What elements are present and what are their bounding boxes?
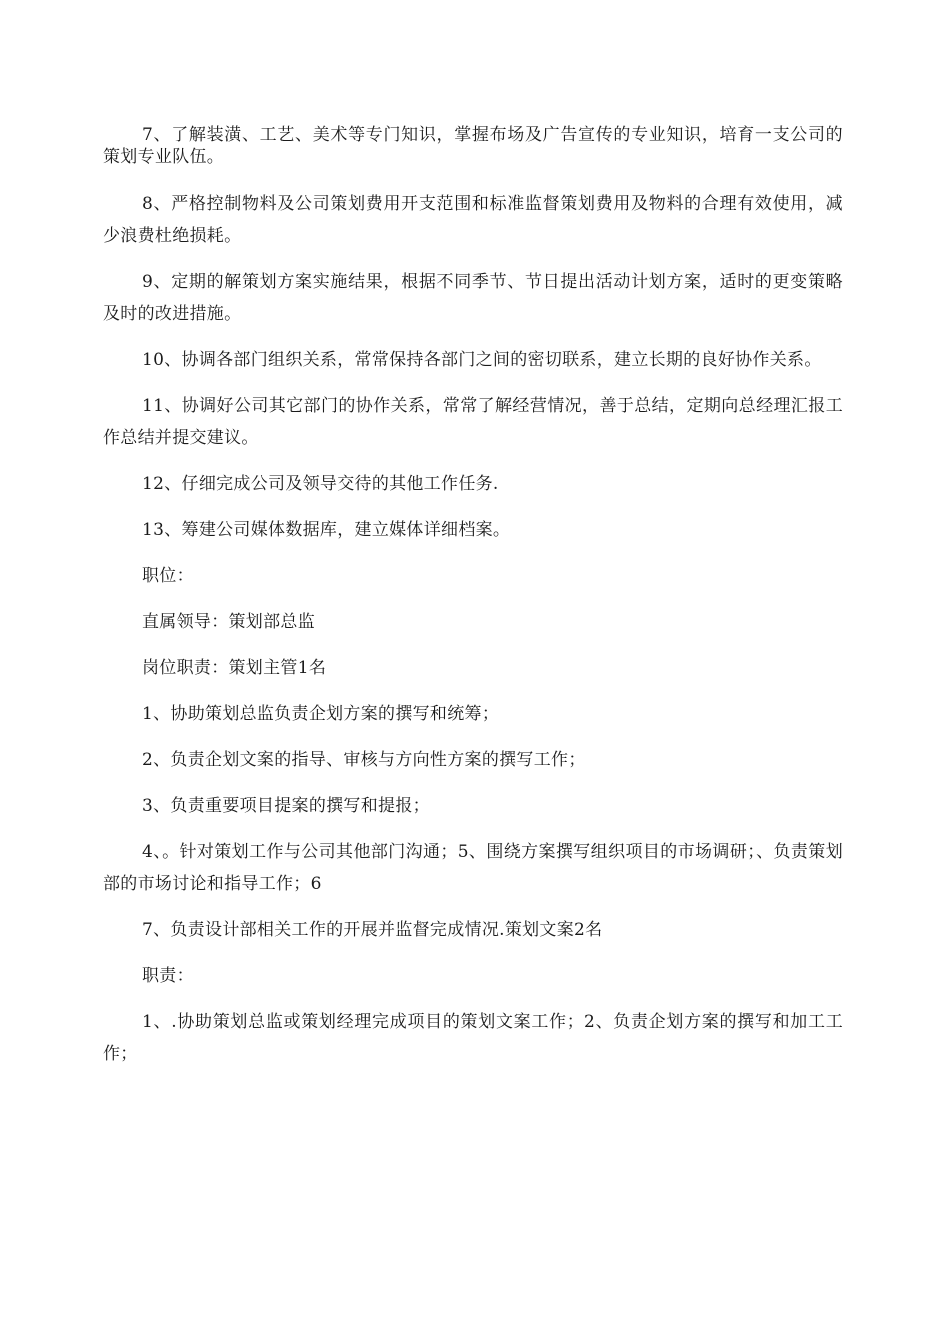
duty-item-7: 7、负责设计部相关工作的开展并监督完成情况.策划文案2名 — [142, 920, 603, 940]
duty-item-3: 3、负责重要项目提案的撰写和提报； — [142, 796, 430, 816]
direct-leader: 直属领导：策划部总监 — [142, 612, 315, 632]
position-label: 职位： — [142, 566, 194, 586]
job-duties-heading: 岗位职责：策划主管1名 — [142, 658, 327, 678]
paragraph-9: 9、定期的解策划方案实施结果，根据不同季节、节日提出活动计划方案，适时的更变策略及时的改进措施。 — [103, 272, 843, 324]
document-body — [103, 124, 843, 1084]
paragraph-10: 10、协调各部门组织关系，常常保持各部门之间的密切联系，建立长期的良好协作关系。 — [142, 350, 822, 370]
paragraph-13: 13、筹建公司媒体数据库，建立媒体详细档案。 — [142, 520, 511, 540]
responsibilities-label: 职责： — [142, 966, 194, 986]
duty-item-1: 1、协助策划总监负责企划方案的撰写和统筹； — [142, 704, 500, 724]
paragraph-11: 11、协调好公司其它部门的协作关系，常常了解经营情况，善于总结，定期向总经理汇报工作总结并提交建议。 — [103, 396, 843, 448]
paragraph-7: 7、了解装潢、工艺、美术等专门知识，掌握布场及广告宣传的专业知识，培育一支公司的策划专业队伍。 — [103, 125, 843, 167]
paragraph-8: 8、严格控制物料及公司策划费用开支范围和标准监督策划费用及物料的合理有效使用，减少浪费杜绝损耗。 — [103, 194, 843, 246]
paragraph-12: 12、仔细完成公司及领导交待的其他工作任务. — [142, 474, 499, 494]
duty-item-4-6: 4、。针对策划工作与公司其他部门沟通；5、围绕方案撰写组织项目的市场调研；、负责策划部的市场讨论和指导工作；6 — [103, 842, 843, 894]
copywriter-duty-1-2: 1、.协助策划总监或策划经理完成项目的策划文案工作；2、负责企划方案的撰写和加工工作； — [103, 1012, 843, 1064]
duty-item-2: 2、负责企划文案的指导、审核与方向性方案的撰写工作； — [142, 750, 586, 770]
